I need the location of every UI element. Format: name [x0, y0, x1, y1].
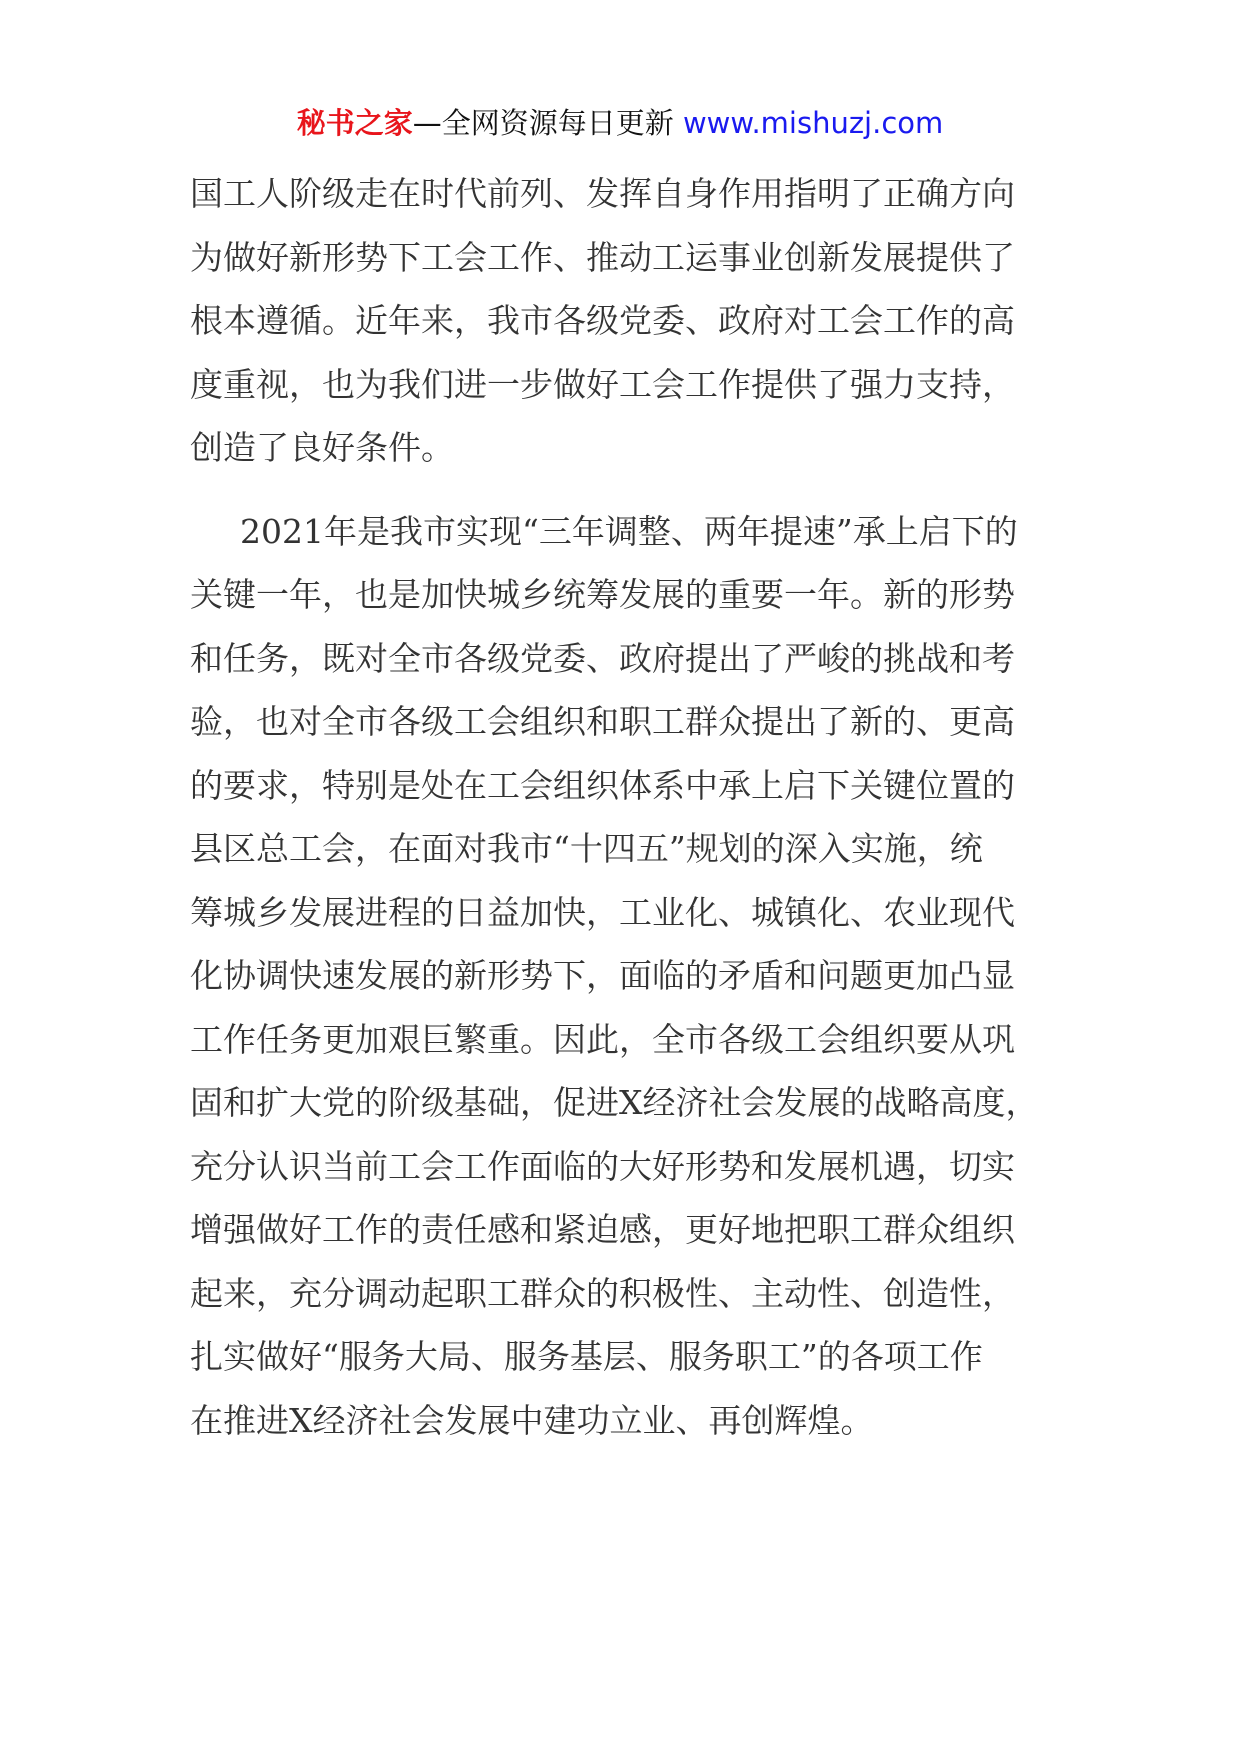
text-line: 根本遵循。近年来，我市各级党委、政府对工会工作的高: [190, 301, 1015, 340]
text-line: 创造了良好条件。: [190, 428, 454, 467]
text-line: 在推进X经济社会发展中建功立业、再创辉煌。: [190, 1400, 874, 1440]
text-line: 充分认识当前工会工作面临的大好形势和发展机遇，切实: [190, 1146, 1015, 1186]
text-line: 和任务，既对全市各级党委、政府提出了严峻的挑战和考: [190, 638, 1015, 678]
text-line: 固和扩大党的阶级基础，促进X经济社会发展的战略高度，: [190, 1083, 1039, 1122]
text-line: 验，也对全市各级工会组织和职工群众提出了新的、更高: [190, 702, 1015, 741]
header-tagline: —全网资源每日更新: [412, 106, 674, 140]
brand-name: 秘书之家: [296, 106, 413, 140]
text-line: 关键一年，也是加快城乡统筹发展的重要一年。新的形势: [190, 575, 1015, 614]
paragraph-1: [190, 162, 1050, 480]
website-link[interactable]: www.mishuzj.com: [682, 106, 944, 140]
page-header: [0, 100, 1240, 146]
text-line: 县区总工会，在面对我市“十四五”规划的深入实施，统: [190, 829, 983, 868]
text-line: 扎实做好“服务大局、服务基层、服务职工”的各项工作: [190, 1337, 983, 1376]
text-line: 工作任务更加艰巨繁重。因此，全市各级工会组织要从巩: [190, 1019, 1015, 1059]
text-line: 的要求，特别是处在工会组织体系中承上启下关键位置的: [190, 765, 1015, 805]
text-line: 起来，充分调动起职工群众的积极性、主动性、创造性，: [190, 1273, 1015, 1313]
text-line: 筹城乡发展进程的日益加快，工业化、城镇化、农业现代: [190, 892, 1015, 932]
document-body: [190, 162, 1050, 1452]
text-line: 增强做好工作的责任感和紧迫感，更好地把职工群众组织: [190, 1210, 1015, 1249]
text-line: 2021年是我市实现“三年调整、两年提速”承上启下的: [240, 511, 1018, 551]
paragraph-2: [190, 500, 1050, 1453]
text-line: 国工人阶级走在时代前列、发挥自身作用指明了正确方向: [190, 174, 1015, 213]
paragraph-spacer: [190, 480, 1050, 500]
text-line: 为做好新形势下工会工作、推动工运事业创新发展提供了: [190, 237, 1015, 277]
text-line: 化协调快速发展的新形势下，面临的矛盾和问题更加凸显: [190, 956, 1015, 995]
text-line: 度重视，也为我们进一步做好工会工作提供了强力支持，: [190, 364, 1015, 404]
